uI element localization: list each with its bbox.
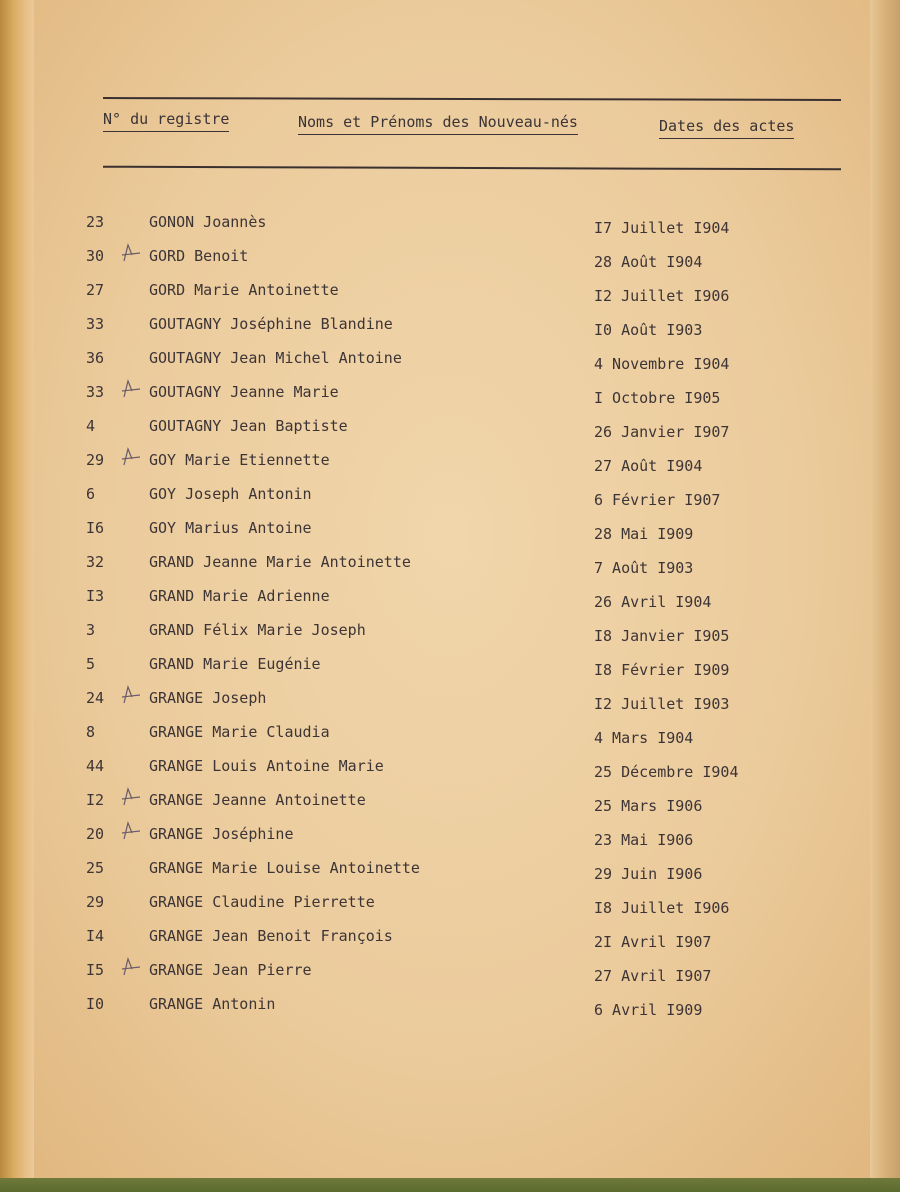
register-number: 4 — [86, 417, 96, 435]
register-number: 8 — [86, 723, 96, 741]
register-number: 30 — [86, 247, 105, 265]
register-number: 20 — [86, 825, 105, 843]
register-number: 3 — [86, 621, 96, 639]
register-number: 33 — [86, 383, 105, 401]
newborn-name: GORD Marie Antoinette — [149, 281, 339, 299]
pencil-check-icon — [118, 683, 142, 707]
act-date: 23 Mai I906 — [594, 831, 694, 849]
register-number: 24 — [86, 689, 105, 707]
act-date: 29 Juin I906 — [594, 865, 703, 883]
act-date: 6 Février I907 — [594, 491, 721, 509]
list-item — [0, 927, 900, 951]
newborn-name: GOY Marius Antoine — [149, 519, 312, 537]
register-number: 6 — [86, 485, 96, 503]
register-number: 36 — [86, 349, 105, 367]
list-item — [0, 383, 900, 407]
act-date: I0 Août I903 — [594, 321, 703, 339]
act-date: 27 Août I904 — [594, 457, 703, 475]
newborn-name: GOUTAGNY Joséphine Blandine — [149, 315, 393, 333]
register-number: 25 — [86, 859, 105, 877]
newborn-name: GRAND Félix Marie Joseph — [149, 621, 366, 639]
list-item — [0, 247, 900, 271]
newborn-name: GOUTAGNY Jean Michel Antoine — [149, 349, 402, 367]
newborn-name: GRANGE Antonin — [149, 995, 276, 1013]
newborn-name: GRANGE Claudine Pierrette — [149, 893, 375, 911]
register-number: 5 — [86, 655, 96, 673]
act-date: I2 Juillet I903 — [594, 695, 730, 713]
act-date: 26 Avril I904 — [594, 593, 712, 611]
register-number: I2 — [86, 791, 105, 809]
newborn-name: GRANGE Jean Pierre — [149, 961, 312, 979]
list-item — [0, 995, 900, 1019]
register-number: I0 — [86, 995, 105, 1013]
list-item — [0, 859, 900, 883]
pencil-check-icon — [118, 819, 142, 843]
list-item — [0, 825, 900, 849]
list-item — [0, 961, 900, 985]
newborn-name: GRANGE Joséphine — [149, 825, 294, 843]
register-number: 32 — [86, 553, 105, 571]
act-date: 28 Août I904 — [594, 253, 703, 271]
newborn-name: GOY Marie Etiennette — [149, 451, 330, 469]
register-number: 27 — [86, 281, 105, 299]
list-item — [0, 519, 900, 543]
newborn-name: GOY Joseph Antonin — [149, 485, 312, 503]
newborn-name: GORD Benoit — [149, 247, 249, 265]
list-item — [0, 893, 900, 917]
register-number: 44 — [86, 757, 105, 775]
register-number: I4 — [86, 927, 105, 945]
register-number: 29 — [86, 451, 105, 469]
newborn-name: GRANGE Marie Louise Antoinette — [149, 859, 420, 877]
newborn-name: GRANGE Joseph — [149, 689, 267, 707]
act-date: 27 Avril I907 — [594, 967, 712, 985]
act-date: I8 Février I909 — [594, 661, 730, 679]
list-item — [0, 689, 900, 713]
newborn-name: GRANGE Marie Claudia — [149, 723, 330, 741]
act-date: 6 Avril I909 — [594, 1001, 703, 1019]
list-item — [0, 553, 900, 577]
newborn-name: GRAND Marie Adrienne — [149, 587, 330, 605]
list-item — [0, 315, 900, 339]
list-item — [0, 587, 900, 611]
act-date: 28 Mai I909 — [594, 525, 694, 543]
header-dates: Dates des actes — [659, 117, 794, 139]
register-number: 29 — [86, 893, 105, 911]
act-date: 2I Avril I907 — [594, 933, 712, 951]
register-number: 23 — [86, 213, 105, 231]
register-number: I5 — [86, 961, 105, 979]
header-register-number: N° du registre — [103, 110, 229, 132]
list-item — [0, 791, 900, 815]
newborn-name: GONON Joannès — [149, 213, 267, 231]
register-number: 33 — [86, 315, 105, 333]
pencil-check-icon — [118, 445, 142, 469]
newborn-name: GRAND Marie Eugénie — [149, 655, 321, 673]
pencil-check-icon — [118, 785, 142, 809]
newborn-name: GRANGE Jean Benoit François — [149, 927, 393, 945]
act-date: 7 Août I903 — [594, 559, 694, 577]
newborn-name: GOUTAGNY Jeanne Marie — [149, 383, 339, 401]
pencil-check-icon — [118, 377, 142, 401]
list-item — [0, 621, 900, 645]
pencil-check-icon — [118, 241, 142, 265]
act-date: I8 Janvier I905 — [594, 627, 730, 645]
newborn-name: GRANGE Louis Antoine Marie — [149, 757, 384, 775]
act-date: 25 Mars I906 — [594, 797, 703, 815]
list-item — [0, 417, 900, 441]
list-item — [0, 349, 900, 373]
act-date: 4 Novembre I904 — [594, 355, 730, 373]
list-item — [0, 723, 900, 747]
act-date: I Octobre I905 — [594, 389, 721, 407]
header-names: Noms et Prénoms des Nouveau-nés — [298, 113, 578, 135]
act-date: I7 Juillet I904 — [594, 219, 730, 237]
newborn-name: GRAND Jeanne Marie Antoinette — [149, 553, 411, 571]
act-date: I8 Juillet I906 — [594, 899, 730, 917]
act-date: 4 Mars I904 — [594, 729, 694, 747]
newborn-name: GRANGE Jeanne Antoinette — [149, 791, 366, 809]
act-date: I2 Juillet I906 — [594, 287, 730, 305]
list-item — [0, 213, 900, 237]
newborn-name: GOUTAGNY Jean Baptiste — [149, 417, 348, 435]
register-number: I6 — [86, 519, 105, 537]
list-item — [0, 451, 900, 475]
act-date: 26 Janvier I907 — [594, 423, 730, 441]
list-item — [0, 281, 900, 305]
list-item — [0, 655, 900, 679]
register-number: I3 — [86, 587, 105, 605]
list-item — [0, 485, 900, 509]
list-item — [0, 757, 900, 781]
pencil-check-icon — [118, 955, 142, 979]
act-date: 25 Décembre I904 — [594, 763, 739, 781]
